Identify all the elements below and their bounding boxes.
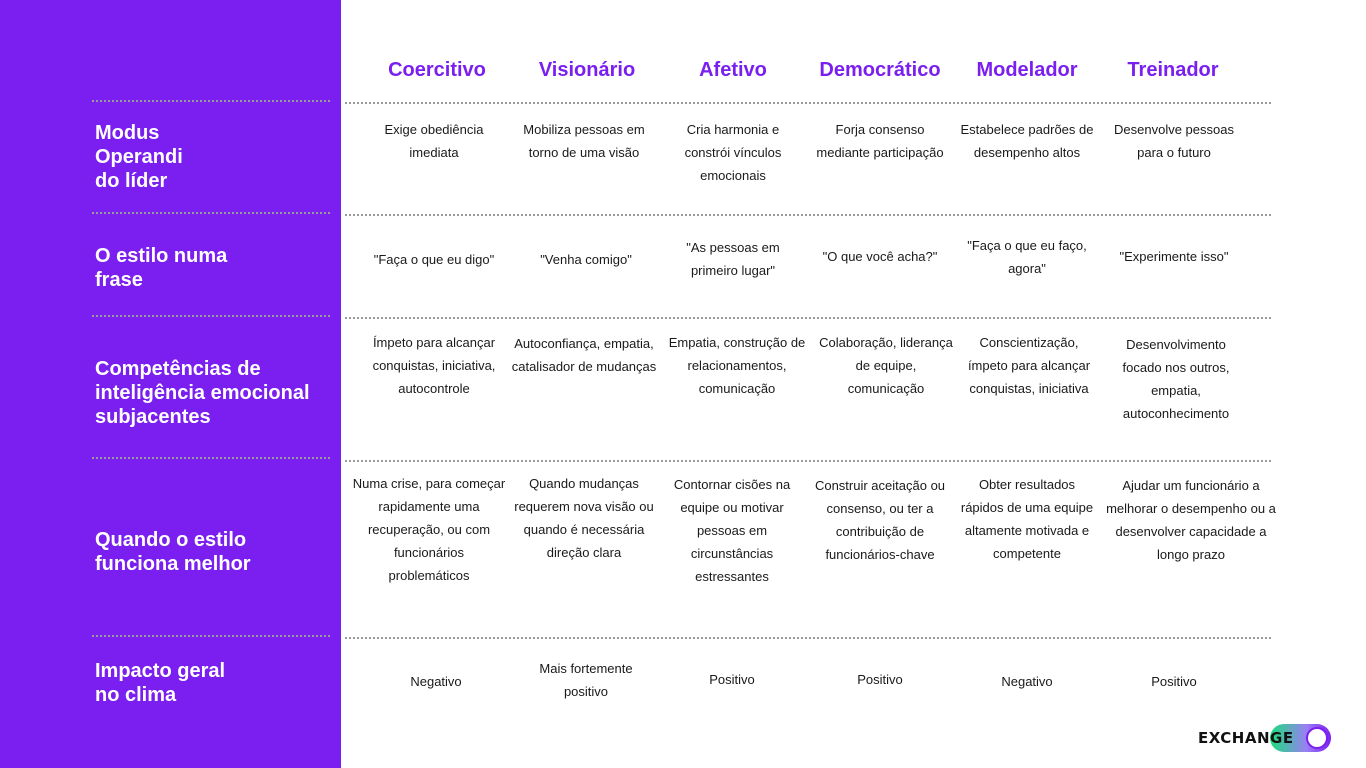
table-cell: Forja consenso mediante participação [816, 122, 944, 160]
table-cell: Positivo [709, 672, 755, 687]
table-cell: Negativo [410, 674, 462, 689]
divider [345, 460, 1271, 462]
table-cell: Ajudar um funcionário a melhorar o desempenho ou a desenvolver capacidade a longo prazo [1106, 478, 1276, 562]
exchange-logo [1198, 724, 1332, 752]
column-header-modelador: Modelador [976, 59, 1078, 81]
table-cell: Quando mudanças requerem nova visão ou quando é necessária direção clara [514, 476, 654, 560]
column-header-treinador: Treinador [1127, 59, 1219, 81]
sidebar [0, 0, 341, 768]
row-label-quando-funciona: Quando o estilo funciona melhor [95, 529, 251, 575]
divider-sidebar [92, 457, 330, 459]
table-cell: "Faça o que eu digo" [373, 252, 495, 267]
column-header-democratico: Democrático [819, 59, 941, 81]
divider-sidebar [92, 315, 330, 317]
table-cell: Colaboração, liderança de equipe, comunicação [819, 335, 953, 396]
table-cell: "O que você acha?" [822, 249, 938, 264]
divider [345, 317, 1271, 319]
row-label-impacto-clima: Impacto geral no clima [95, 660, 226, 706]
row-label-competencias: Competências de inteligência emocional subjacentes [95, 358, 310, 428]
table-cell: Conscientização, ímpeto para alcançar conquistas, iniciativa [967, 335, 1091, 396]
table-cell: Positivo [1151, 674, 1197, 689]
column-header-afetivo: Afetivo [699, 59, 767, 81]
divider-sidebar [92, 100, 330, 102]
table-cell: Desenvolve pessoas para o futuro [1114, 122, 1234, 160]
divider [345, 214, 1271, 216]
table-cell: Ímpeto para alcançar conquistas, iniciativa, autocontrole [372, 335, 496, 396]
table-cell: Desenvolvimento focado nos outros, empatia, autoconhecimento [1122, 337, 1230, 421]
table-cell: Estabelece padrões de desempenho altos [960, 122, 1094, 160]
table-cell: Obter resultados rápidos de uma equipe altamente motivada e competente [960, 477, 1094, 561]
table-cell: Exige obediência imediata [384, 122, 484, 160]
divider [345, 102, 1271, 104]
row-label-modus-operandi: Modus Operandi do líder [95, 122, 183, 192]
table-cell: "As pessoas em primeiro lugar" [686, 240, 780, 278]
table-cell: Construir aceitação ou consenso, ou ter a contribuição de funcionários-chave [814, 478, 946, 562]
logo-toggle-knob [1306, 727, 1328, 749]
table-cell: "Experimente isso" [1119, 249, 1229, 264]
logo-text: EXCHANGE [1198, 729, 1294, 747]
table-cell: "Venha comigo" [540, 252, 632, 267]
divider [345, 637, 1271, 639]
table-cell: Empatia, construção de relacionamentos, comunicação [668, 335, 806, 396]
table-cell: Autoconfiança, empatia, catalisador de mudanças [511, 336, 657, 374]
table-cell: Mobiliza pessoas em torno de uma visão [523, 122, 645, 160]
table-cell: Cria harmonia e constrói vínculos emocionais [684, 122, 782, 183]
table-cell: "Faça o que eu faço, agora" [967, 238, 1087, 276]
divider-sidebar [92, 212, 330, 214]
divider-sidebar [92, 635, 330, 637]
table-cell: Positivo [857, 672, 903, 687]
table-cell: Contornar cisões na equipe ou motivar pessoas em circunstâncias estressantes [673, 477, 791, 584]
table-cell: Mais fortemente positivo [539, 661, 633, 699]
table-cell: Negativo [1001, 674, 1053, 689]
column-header-coercitivo: Coercitivo [388, 59, 486, 81]
row-label-estilo-frase: O estilo numa frase [95, 245, 228, 291]
table-cell: Numa crise, para começar rapidamente uma recuperação, ou com funcionários problemáticos [352, 476, 506, 583]
column-header-visionario: Visionário [538, 59, 636, 81]
